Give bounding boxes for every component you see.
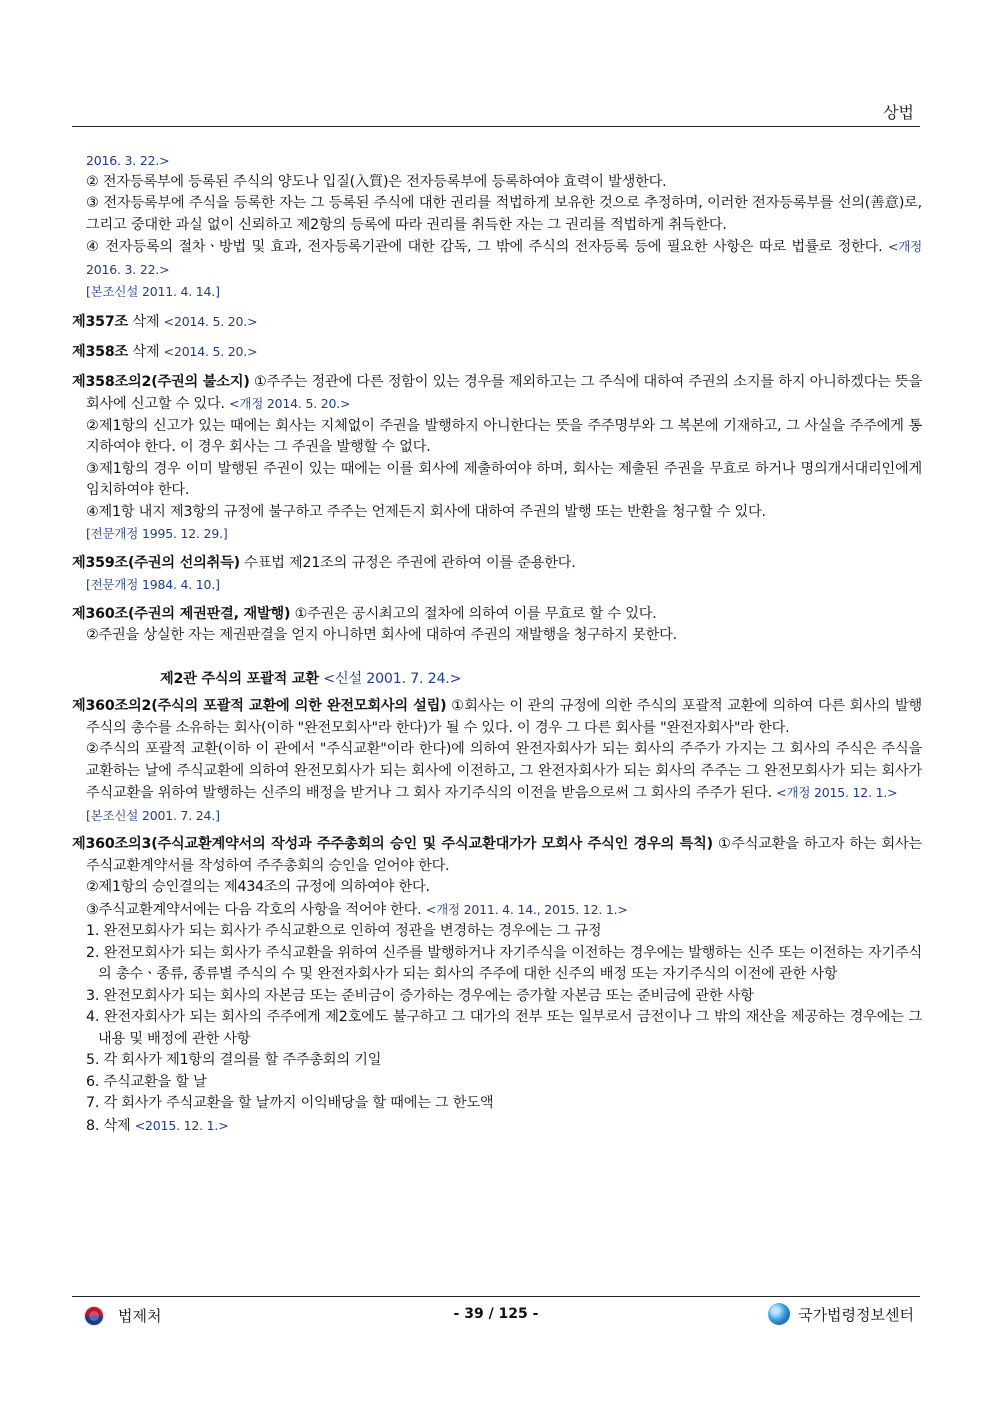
list-item: 8. 삭제 <2015. 12. 1.> [86,1117,229,1134]
footer-divider [72,1296,920,1297]
article-title: 제358조의2(주권의 불소지) [72,373,250,390]
paragraph: ②주권을 상실한 자는 제권판결을 얻지 아니하면 회사에 대하여 주권의 재발행을 청구하지 못한다. [86,627,677,643]
list-item: 5. 각 회사가 제1항의 결의를 할 주주총회의 기일 [86,1052,382,1068]
article-360: 제360조(주권의 제권판결, 재발행) ①주권은 공시최고의 절차에 의하여 이를 무효로 할 수 있다. [72,605,657,622]
article-360-2: 제360조의2(주식의 포괄적 교환에 의한 완전모회사의 설립) ①회사는 이 관의 규정에 의한 주식의 포괄적 교환에 의하여 다른 회사의 발행주식의 총수를 소유하는 회사(이하 "완전모회사"라 한다)가 될 수 있다. 이 경우 그 다른 회사를 "완전자회사"라 한다. [72,698,922,736]
publisher-label: 법제처 [118,1307,162,1325]
amend-note: <개정 2014. 5. 20.> [229,396,351,411]
amend-note: <개정 2015. 12. 1.> [776,785,898,800]
article-359: 제359조(주권의 선의취득) 수표법 제21조의 규정은 주권에 관하여 이를 준용한다. [72,554,576,571]
list-item: 7. 각 회사가 주식교환을 할 날까지 이익배당을 할 때에는 그 한도액 [86,1095,494,1111]
paragraph: ②제1항의 승인결의는 제434조의 규정에 의하여야 한다. [86,879,430,895]
source-label: 국가법령정보센터 [798,1305,914,1324]
paragraph: ②제1항의 신고가 있는 때에는 회사는 지체없이 주권을 발행하지 아니한다는 뜻을 주주명부와 그 복본에 기재하고, 그 사실을 주주에게 통지하여야 한다. 이 경우 회사는 그 주권을 발행할 수 없다. [86,417,922,455]
enact-note: [본조신설 2011. 4. 14.] [86,284,220,299]
list-item: 2. 완전모회사가 되는 회사가 주식교환을 위하여 신주를 발행하거나 자기주식을 이전하는 경우에는 발행하는 신주 또는 이전하는 자기주식의 총수ㆍ종류, 종류별 주식의 수 및 완전자회사가 되는 회사의 주주에 대한 신주의 배정 또는 자기주식의 이전에 관한 사항 [86,944,922,982]
article-number: 제358조 [72,344,129,360]
paragraph: ③주식교환계약서에는 다음 각호의 사항을 적어야 한다. <개정 2011. 4. 14., 2015. 12. 1.> [86,901,628,918]
amend-note: <개정 2016. 3. 22.> [86,239,922,277]
enact-note: [본조신설 2001. 7. 24.] [86,807,220,823]
amend-note: <2014. 5. 20.> [163,313,258,329]
list-item: 1. 완전모회사가 되는 회사가 주식교환으로 인하여 정관을 변경하는 경우에는 그 규정 [86,923,602,939]
globe-icon [768,1303,790,1325]
article-title: 제360조(주권의 제권판결, 재발행) [72,605,291,622]
amend-note: <2014. 5. 20.> [163,344,258,359]
page-number: - 39 / 125 - [453,1306,539,1322]
article-number: 제357조 [72,313,129,330]
law-text [72,150,922,1137]
amend-note: <개정 2011. 4. 14., 2015. 12. 1.> [425,901,628,917]
article-title: 제360조의2(주식의 포괄적 교환에 의한 완전모회사의 설립) [72,698,447,714]
article-357: 제357조 삭제 <2014. 5. 20.> [72,313,258,330]
amend-note: <2015. 12. 1.> [134,1117,229,1133]
paragraph: ④제1항 내지 제3항의 규정에 불구하고 주주는 언제든지 회사에 대하여 주권의 발행 또는 반환을 청구할 수 있다. [86,503,766,520]
article-358: 제358조 삭제 <2014. 5. 20.> [72,344,258,360]
article-title: 제359조(주권의 선의취득) [72,554,240,571]
amend-note: 2016. 3. 22.> [86,153,170,168]
document-title: 상법 [883,103,914,122]
paragraph: ③제1항의 경우 이미 발행된 주권이 있는 때에는 이를 회사에 제출하여야 하며, 회사는 제출된 주권을 무효로 하거나 명의개서대리인에게 임치하여야 한다. [86,460,922,498]
article-360-3: 제360조의3(주식교환계약서의 작성과 주주총회의 승인 및 주식교환대가가 모회사 주식인 경우의 특칙) ①주식교환을 하고자 하는 회사는 주식교환계약서를 작성하여 주주총회의 승인을 얻어야 한다. [72,836,922,874]
paragraph: ③ 전자등록부에 주식을 등록한 자는 그 등록된 주식에 대한 권리를 적법하게 보유한 것으로 추정하며, 이러한 전자등록부를 선의(善意)로, 그리고 중대한 과실 없이 신뢰하고 제2항의 등록에 따라 권리를 취득한 자는 그 권리를 적법하게 취득한다. [86,195,922,233]
list-item: 6. 주식교환을 할 날 [86,1073,207,1090]
header-divider [72,126,920,127]
paragraph: ② 전자등록부에 등록된 주식의 양도나 입질(入質)은 전자등록부에 등록하여야 효력이 발생한다. [86,173,667,190]
enact-note: <신설 2001. 7. 24.> [318,670,462,687]
paragraph: ②주식의 포괄적 교환(이하 이 관에서 "주식교환"이라 한다)에 의하여 완전자회사가 되는 회사의 주주가 가지는 그 회사의 주식은 주식을 교환하는 날에 주식교환에 의하여 완전모회사가 되는 회사에 이전하고, 그 완전자회사가 되는 회사의 주주는 그 완전모회사가 되는 회사가 주식교환을 위하여 발행하는 신주의 배정을 받거나 그 회사 자기주식의 이전을 받음으로써 그 회사의 주주가 된다. <개정 2015. 12. 1.> [86,741,922,801]
list-item: 4. 완전자회사가 되는 회사의 주주에게 제2호에도 불구하고 그 대가의 전부 또는 일부로서 금전이나 그 밖의 재산을 제공하는 경우에는 그 내용 및 배정에 관한 사항 [86,1009,922,1047]
article-title: 제360조의3(주식교환계약서의 작성과 주주총회의 승인 및 주식교환대가가 모회사 주식인 경우의 특칙) [72,836,713,852]
article-358-2: 제358조의2(주권의 불소지) ①주주는 정관에 다른 정함이 있는 경우를 제외하고는 그 주식에 대하여 주권의 소지를 하지 아니하겠다는 뜻을 회사에 신고할 수 있다. <개정 2014. 5. 20.> [72,373,922,412]
section-heading: 제2관 주식의 포괄적 교환 <신설 2001. 7. 24.> [160,670,462,687]
revision-note: [전문개정 1984. 4. 10.] [86,577,220,592]
footer-source [768,1303,914,1325]
paragraph: ④ 전자등록의 절차ㆍ방법 및 효과, 전자등록기관에 대한 감독, 그 밖에 주식의 전자등록 등에 필요한 사항은 따로 법률로 정한다. <개정 2016. 3. 22.> [86,239,922,277]
list-item: 3. 완전모회사가 되는 회사의 자본금 또는 준비금이 증가하는 경우에는 증가할 자본금 또는 준비금에 관한 사항 [86,987,754,1004]
revision-note: [전문개정 1995. 12. 29.] [86,526,228,541]
